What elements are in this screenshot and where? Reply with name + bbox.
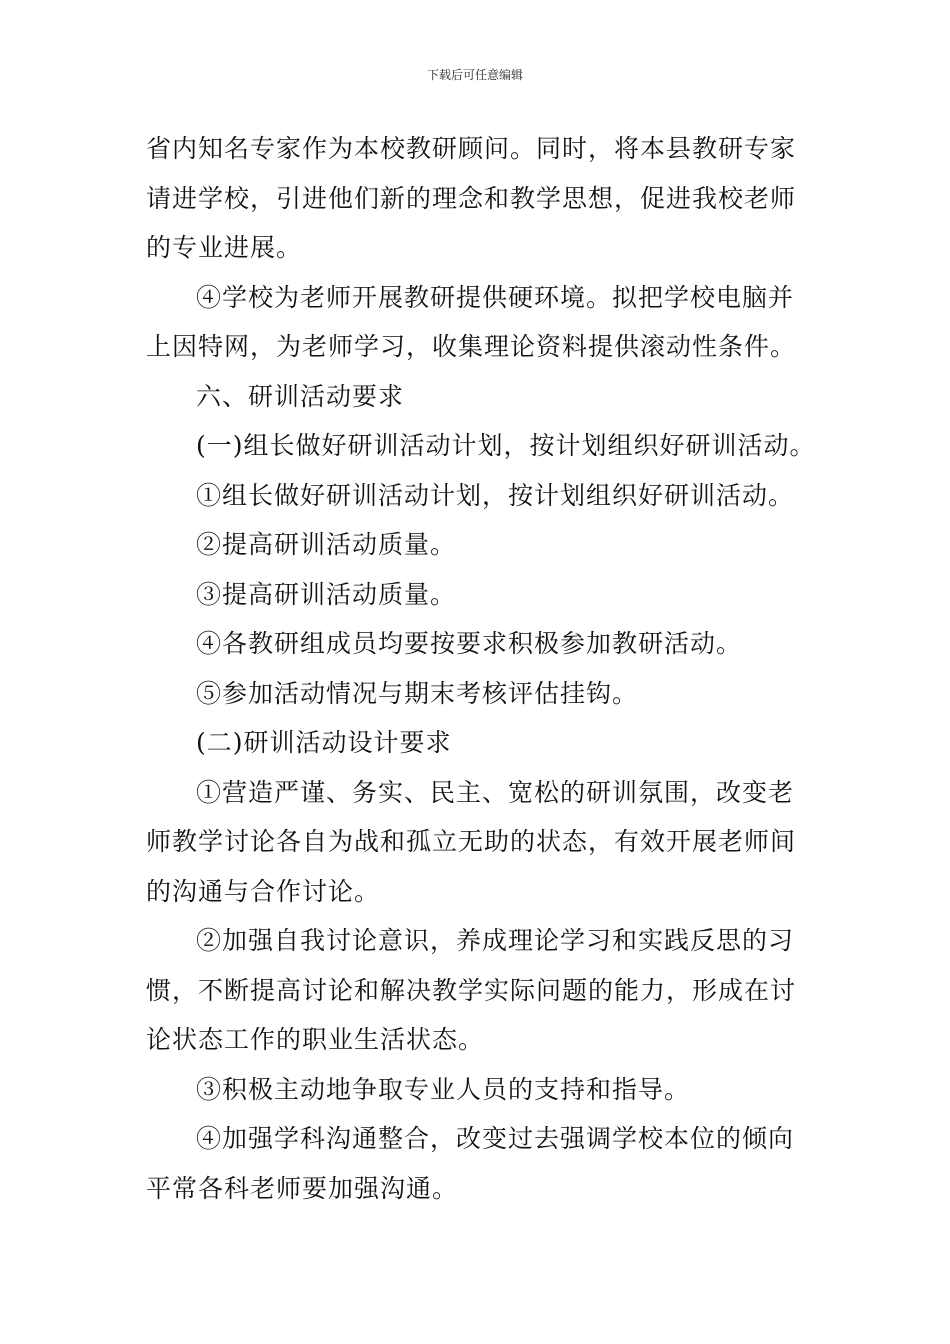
text-line: 平常各科老师要加强沟通。 <box>146 1173 459 1203</box>
list-item: ④各教研组成员均要按要求积极参加教研活动。 <box>196 629 743 658</box>
list-item: ①组长做好研训活动计划，按计划组织好研训活动。 <box>196 480 795 510</box>
list-item: ⑤参加活动情况与期末考核评估挂钩。 <box>196 678 639 708</box>
text-line: 上因特网，为老师学习，收集理论资料提供滚动性条件。 <box>146 332 797 361</box>
text-line: 省内知名专家作为本校教研顾问。同时，将本县教研专家 <box>146 134 797 163</box>
list-item: ③积极主动地争取专业人员的支持和指导。 <box>196 1074 691 1104</box>
list-item: ③提高研训活动质量。 <box>196 579 457 609</box>
subsection-heading: (二)研训活动设计要求 <box>196 728 452 757</box>
text-line: 论状态工作的职业生活状态。 <box>146 1025 485 1054</box>
list-item: ②提高研训活动质量。 <box>196 530 457 559</box>
subsection-heading: (一)组长做好研训活动计划，按计划组织好研训活动。 <box>196 431 816 460</box>
text-line: 的沟通与合作讨论。 <box>146 876 381 906</box>
section-heading: 六、研训活动要求 <box>196 381 405 411</box>
text-line: 请进学校，引进他们新的理念和教学思想，促进我校老师 <box>146 183 797 213</box>
page-header: 下载后可任意编辑 <box>426 68 523 82</box>
list-item: ①营造严谨、务实、民主、宽松的研训氛围，改变老 <box>196 777 795 807</box>
document-body <box>146 124 816 1213</box>
list-item: ④加强学科沟通整合，改变过去强调学校本位的倾向 <box>196 1124 795 1153</box>
text-line: 师教学讨论各自为战和孤立无助的状态，有效开展老师间 <box>146 827 797 856</box>
list-item: ②加强自我讨论意识，养成理论学习和实践反思的习 <box>196 926 795 955</box>
text-line: 的专业进展。 <box>146 233 303 262</box>
text-line: ④学校为老师开展教研提供硬环境。拟把学校电脑并 <box>196 282 795 312</box>
text-line: 惯，不断提高讨论和解决教学实际问题的能力，形成在讨 <box>146 975 797 1005</box>
